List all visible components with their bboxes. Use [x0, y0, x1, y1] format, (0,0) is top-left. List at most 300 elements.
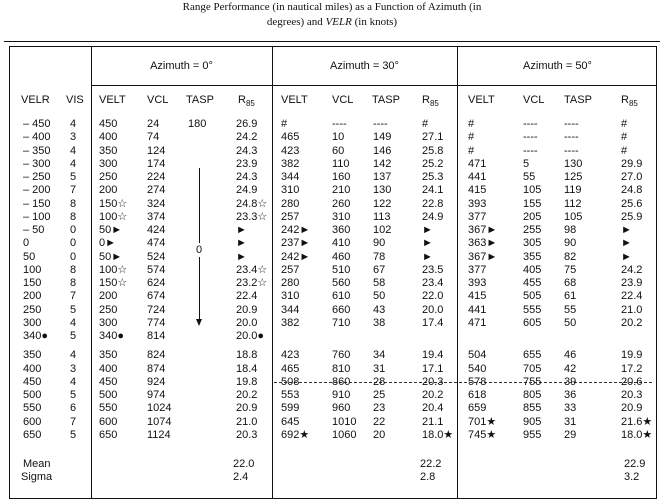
cell-az0-vcl: 224 [147, 171, 166, 183]
cell-az30-r85: 27.1 [422, 131, 444, 144]
cell-az30-tasp: 102 [373, 224, 392, 236]
cell-az0-vcl: 874 [147, 362, 166, 375]
dashed-separator [274, 382, 652, 383]
cell-az50-vcl: 205 [523, 210, 542, 223]
mean-az0: 22.0 [233, 458, 255, 470]
cell-az30-vcl: 1060 [332, 428, 357, 441]
cell-az30-tasp: 22 [373, 415, 386, 428]
cell-az30-vcl: 710 [332, 316, 351, 329]
cell-velr: – 50 [23, 224, 45, 236]
cell-az30-r85: 20.0 [422, 303, 444, 316]
cell-az30-velt: 344 [281, 171, 300, 183]
cell-az50-velt: 367► [468, 224, 498, 236]
cell-az30-r85: 25.2 [422, 157, 444, 170]
cell-az50-velt: # [468, 144, 475, 157]
cell-az0-velt: 100☆ [99, 210, 128, 223]
cell-az0-vcl: 774 [147, 316, 166, 329]
cell-az30-vcl: 360 [332, 224, 351, 236]
cell-az30-tasp: 67 [373, 263, 386, 276]
cell-az50-velt: # [468, 131, 475, 144]
cell-vis: 4 [70, 144, 77, 157]
cell-az30-tasp: 142 [373, 157, 392, 170]
cell-az30-r85: 21.1 [422, 415, 444, 428]
cell-az0-velt: 650 [99, 428, 118, 441]
cell-velr: – 250 [23, 171, 51, 183]
cell-velr: – 300 [23, 157, 51, 170]
cell-az50-vcl: 5 [523, 157, 530, 170]
header-r85-az50: $R_{85}$ [621, 94, 638, 109]
cell-az0-r85: 20.2 [236, 389, 258, 401]
cell-vis: 0 [70, 250, 77, 263]
cell-az30-r85: # [422, 118, 429, 130]
cell-az50-r85: 19.9 [621, 349, 643, 362]
cell-az50-tasp: 105 [564, 210, 583, 223]
cell-az50-tasp: 130 [564, 157, 583, 170]
cell-vis: 4 [70, 375, 77, 388]
cell-az50-tasp: 33 [564, 402, 577, 415]
cell-az50-velt: 363► [468, 237, 498, 250]
cell-az30-vcl: 310 [332, 210, 351, 223]
cell-az0-velt: 450 [99, 375, 118, 388]
cell-velr: 450 [23, 375, 42, 388]
cell-az50-r85: 17.2 [621, 362, 643, 375]
cell-az0-r85: 18.8 [236, 349, 258, 362]
cell-az30-r85: 24.9 [422, 210, 444, 223]
header-velt-az0: VELT [99, 94, 126, 106]
cell-az0-vcl: 624 [147, 277, 166, 289]
cell-az0-vcl: 674 [147, 290, 166, 303]
cell-az0-vcl: 1024 [147, 402, 172, 415]
group-header-az30: Azimuth = 30° [330, 60, 399, 72]
cell-az30-tasp: 43 [373, 303, 386, 316]
cell-az30-vcl: 960 [332, 402, 351, 415]
cell-vis: 7 [70, 290, 77, 303]
cell-az50-velt: 471 [468, 157, 487, 170]
divider-az0-az30 [272, 47, 273, 498]
cell-az0-velt: 350 [99, 144, 118, 157]
cell-az50-velt: 367► [468, 250, 498, 263]
cell-az0-r85: ► [236, 237, 247, 250]
cell-az30-velt: 257 [281, 210, 300, 223]
cell-az0-vcl: 824 [147, 349, 166, 362]
sigma-az50: 3.2 [624, 471, 640, 483]
cell-az50-vcl: 405 [523, 263, 542, 276]
cell-az30-vcl: 560 [332, 277, 351, 289]
cell-az30-r85: 20.2 [422, 389, 444, 401]
cell-az30-velt: 508 [281, 375, 300, 388]
cell-az50-velt: 618 [468, 389, 487, 401]
cell-velr: 550 [23, 402, 42, 415]
cell-az50-r85: 18.0★ [621, 428, 653, 441]
cell-az0-velt: 200 [99, 184, 118, 197]
caption-velr: VELR [325, 16, 352, 28]
cell-az50-tasp: 42 [564, 362, 577, 375]
tasp-az0-value: 180 [188, 118, 207, 130]
cell-az50-velt: 441 [468, 303, 487, 316]
cell-az30-vcl: 1010 [332, 415, 357, 428]
cell-az30-velt: 242► [281, 250, 311, 263]
cell-az50-velt: 377 [468, 263, 487, 276]
cell-az50-velt: # [468, 118, 475, 130]
cell-az30-tasp: 34 [373, 349, 386, 362]
cell-az0-r85: 20.3 [236, 428, 258, 441]
cell-az30-r85: ► [422, 224, 433, 236]
cell-az50-tasp: 61 [564, 290, 577, 303]
cell-az50-r85: 23.9 [621, 277, 643, 289]
cell-az0-r85: 23.2☆ [236, 277, 268, 289]
cell-az30-r85: 18.0★ [422, 428, 454, 441]
cell-az50-r85: # [621, 144, 628, 157]
cell-az30-tasp: 149 [373, 131, 392, 144]
cell-az50-r85: 29.9 [621, 157, 643, 170]
cell-az30-vcl: 10 [332, 131, 345, 144]
cell-az0-velt: 250 [99, 303, 118, 316]
cell-az30-vcl: 210 [332, 184, 351, 197]
cell-az0-vcl: 814 [147, 330, 166, 342]
cell-az50-tasp: 50 [564, 316, 577, 329]
cell-az30-velt: 310 [281, 184, 300, 197]
cell-velr: 250 [23, 303, 42, 316]
cell-az30-tasp: 20 [373, 428, 386, 441]
cell-az30-vcl: 660 [332, 303, 351, 316]
cell-az30-velt: 692★ [281, 428, 310, 441]
cell-az30-velt: 310 [281, 290, 300, 303]
cell-az50-vcl: 305 [523, 237, 542, 250]
cell-az0-r85: 24.3 [236, 171, 258, 183]
cell-az0-r85: 26.9 [236, 118, 258, 130]
cell-az0-velt: 300 [99, 316, 118, 329]
cell-az50-tasp: ---- [564, 131, 579, 144]
cell-az0-velt: 600 [99, 415, 118, 428]
cell-az50-tasp: 75 [564, 263, 577, 276]
header-r85-az30: $R_{85}$ [422, 94, 439, 109]
cell-az30-tasp: 23 [373, 402, 386, 415]
cell-velr: – 400 [23, 131, 51, 144]
mean-label: Mean [23, 458, 51, 470]
cell-az30-velt: 257 [281, 263, 300, 276]
cell-az30-vcl: 910 [332, 389, 351, 401]
header-vcl-az50: VCL [523, 94, 545, 106]
cell-velr: 350 [23, 349, 42, 362]
cell-az0-r85: 24.2 [236, 131, 258, 144]
cell-az30-r85: ► [422, 250, 433, 263]
cell-vis: 5 [70, 171, 77, 183]
cell-az50-tasp: 46 [564, 349, 577, 362]
cell-az0-r85: 24.3 [236, 144, 258, 157]
cell-az50-velt: 540 [468, 362, 487, 375]
cell-velr: 650 [23, 428, 42, 441]
cell-vis: 0 [70, 224, 77, 236]
cell-az50-r85: 27.0 [621, 171, 643, 183]
cell-az30-tasp: 122 [373, 197, 392, 210]
cell-az0-velt: 50► [99, 250, 123, 263]
cell-az30-tasp: 58 [373, 277, 386, 289]
cell-az30-velt: 645 [281, 415, 300, 428]
mean-az30: 22.2 [420, 458, 442, 470]
cell-az50-vcl: 755 [523, 375, 542, 388]
table-caption [0, 0, 664, 30]
cell-az50-vcl: 705 [523, 362, 542, 375]
group-header-rule [91, 85, 656, 86]
arrow-down-icon [196, 319, 202, 326]
cell-az0-vcl: 1074 [147, 415, 172, 428]
cell-az0-r85: 20.0● [236, 330, 265, 342]
cell-az0-vcl: 574 [147, 263, 166, 276]
header-tasp-az30: TASP [372, 94, 400, 106]
cell-az0-vcl: 124 [147, 144, 166, 157]
cell-az50-tasp: 125 [564, 171, 583, 183]
cell-az0-vcl: 374 [147, 210, 166, 223]
cell-az0-velt: 50► [99, 224, 123, 236]
cell-az50-vcl: 55 [523, 171, 536, 183]
cell-velr: 600 [23, 415, 42, 428]
cell-az30-tasp: 25 [373, 389, 386, 401]
cell-az50-r85: 25.9 [621, 210, 643, 223]
cell-az0-vcl: 924 [147, 375, 166, 388]
cell-az50-r85: 21.0 [621, 303, 643, 316]
range-performance-table [9, 46, 657, 499]
cell-az0-velt: 450 [99, 118, 118, 130]
cell-vis: 4 [70, 349, 77, 362]
cell-az30-r85: 25.3 [422, 171, 444, 183]
cell-vis: 5 [70, 428, 77, 441]
cell-az30-velt: # [281, 118, 288, 130]
cell-az0-vcl: 424 [147, 224, 166, 236]
cell-az50-velt: 701★ [468, 415, 497, 428]
cell-az30-tasp: 146 [373, 144, 392, 157]
header-velt-az50: VELT [468, 94, 495, 106]
cell-az50-velt: 504 [468, 349, 487, 362]
group-header-az0: Azimuth = 0° [150, 60, 213, 72]
cell-velr: 200 [23, 290, 42, 303]
cell-az30-r85: 19.4 [422, 349, 444, 362]
sigma-az0: 2.4 [233, 471, 249, 483]
cell-vis: 3 [70, 131, 77, 144]
cell-velr: – 450 [23, 118, 51, 130]
cell-velr: – 150 [23, 197, 51, 210]
cell-az50-vcl: ---- [523, 144, 538, 157]
cell-az50-tasp: ---- [564, 144, 579, 157]
cell-vis: 4 [70, 316, 77, 329]
cell-az50-velt: 393 [468, 277, 487, 289]
cell-az50-velt: 393 [468, 197, 487, 210]
header-velt-az30: VELT [281, 94, 308, 106]
cell-az50-r85: 24.8 [621, 184, 643, 197]
cell-az0-r85: 23.3☆ [236, 210, 268, 223]
cell-az0-r85: 23.9 [236, 157, 258, 170]
cell-az30-r85: 22.0 [422, 290, 444, 303]
cell-az50-vcl: ---- [523, 118, 538, 130]
cell-az50-tasp: 112 [564, 197, 582, 210]
group-header-az50: Azimuth = 50° [523, 60, 592, 72]
cell-az30-vcl: 810 [332, 362, 351, 375]
cell-az0-velt: 0► [99, 237, 117, 250]
cell-az0-velt: 300 [99, 157, 118, 170]
cell-az50-tasp: 36 [564, 389, 577, 401]
cell-az30-vcl: 760 [332, 349, 351, 362]
cell-az50-velt: 471 [468, 316, 487, 329]
cell-az30-tasp: ---- [373, 118, 388, 130]
cell-az50-r85: ► [621, 237, 632, 250]
cell-az30-velt: 280 [281, 197, 300, 210]
cell-vis: 4 [70, 118, 77, 130]
cell-az0-velt: 500 [99, 389, 118, 401]
cell-az30-vcl: ---- [332, 118, 347, 130]
cell-vis: 5 [70, 303, 77, 316]
cell-vis: 3 [70, 362, 77, 375]
cell-az50-velt: 441 [468, 171, 487, 183]
cell-az50-r85: 25.6 [621, 197, 643, 210]
cell-az0-velt: 250 [99, 171, 118, 183]
cell-az50-r85: 20.6 [621, 375, 643, 388]
cell-az30-tasp: 130 [373, 184, 392, 197]
cell-az30-velt: 382 [281, 157, 300, 170]
cell-az0-vcl: 324 [147, 197, 166, 210]
cell-az50-tasp: 90 [564, 237, 577, 250]
cell-az30-velt: 465 [281, 131, 300, 144]
cell-az0-velt: 200 [99, 290, 118, 303]
cell-az50-tasp: 119 [564, 184, 582, 197]
cell-az30-vcl: 460 [332, 250, 351, 263]
cell-az50-r85: # [621, 131, 628, 144]
cell-az50-vcl: 355 [523, 250, 542, 263]
cell-az50-tasp: ---- [564, 118, 579, 130]
cell-az30-vcl: 160 [332, 171, 351, 183]
cell-az30-r85: 23.5 [422, 263, 444, 276]
caption-line-2: degrees) and VELR (in knots) [266, 16, 398, 28]
cell-az0-vcl: 74 [147, 131, 160, 144]
cell-az0-r85: 18.4 [236, 362, 258, 375]
cell-az0-vcl: 174 [147, 157, 166, 170]
cell-az30-velt: 280 [281, 277, 300, 289]
cell-az50-vcl: 655 [523, 349, 542, 362]
header-velr: VELR [21, 94, 50, 106]
cell-az30-velt: 423 [281, 144, 300, 157]
cell-az30-tasp: 50 [373, 290, 386, 303]
cell-velr: 500 [23, 389, 42, 401]
cell-az0-r85: ► [236, 224, 247, 236]
cell-az30-vcl: 60 [332, 144, 345, 157]
cell-az0-velt: 150☆ [99, 197, 128, 210]
cell-velr: – 200 [23, 184, 51, 197]
cell-az30-r85: 20.3 [422, 375, 444, 388]
cell-velr: 400 [23, 362, 42, 375]
cell-az30-r85: 25.8 [422, 144, 444, 157]
cell-az50-velt: 415 [468, 290, 487, 303]
cell-az50-tasp: 39 [564, 375, 577, 388]
cell-az30-velt: 423 [281, 349, 300, 362]
cell-az50-vcl: 555 [523, 303, 542, 316]
cell-az30-tasp: 90 [373, 237, 386, 250]
cell-az30-vcl: 860 [332, 375, 351, 388]
cell-az30-vcl: 510 [332, 263, 351, 276]
cell-az30-velt: 382 [281, 316, 300, 329]
cell-az0-r85: 24.9 [236, 184, 258, 197]
cell-az30-velt: 237► [281, 237, 311, 250]
cell-az50-vcl: 605 [523, 316, 542, 329]
cell-az0-velt: 400 [99, 362, 118, 375]
cell-az50-vcl: 905 [523, 415, 542, 428]
cell-az30-tasp: 113 [373, 210, 391, 223]
cell-az50-velt: 659 [468, 402, 487, 415]
cell-az0-r85: 23.4☆ [236, 263, 268, 276]
cell-az0-velt: 340● [99, 330, 124, 342]
cell-az0-r85: 20.9 [236, 303, 258, 316]
cell-az50-tasp: 31 [564, 415, 577, 428]
cell-vis: 6 [70, 402, 77, 415]
cell-az30-r85: 22.8 [422, 197, 444, 210]
cell-vis: 0 [70, 237, 77, 250]
cell-az30-r85: 17.4 [422, 316, 444, 329]
cell-az0-vcl: 274 [147, 184, 166, 197]
cell-az0-vcl: 524 [147, 250, 166, 263]
cell-velr: 0 [23, 237, 30, 250]
cell-az50-vcl: 255 [523, 224, 542, 236]
cell-az50-r85: 22.4 [621, 290, 643, 303]
cell-az30-tasp: 38 [373, 316, 386, 329]
header-vcl-az0: VCL [147, 94, 169, 106]
cell-az0-velt: 550 [99, 402, 118, 415]
sigma-az30: 2.8 [420, 471, 436, 483]
cell-vis: 8 [70, 277, 77, 289]
top-rule [4, 41, 660, 42]
cell-az50-vcl: 805 [523, 389, 542, 401]
cell-az50-velt: 415 [468, 184, 487, 197]
cell-az0-r85: 20.0 [236, 316, 258, 329]
cell-vis: 8 [70, 263, 77, 276]
cell-az50-r85: ► [621, 250, 632, 263]
cell-az30-tasp: 78 [373, 250, 386, 263]
cell-az30-velt: 344 [281, 303, 300, 316]
cell-az30-vcl: 260 [332, 197, 351, 210]
cell-az50-vcl: 455 [523, 277, 542, 289]
header-tasp-az50: TASP [564, 94, 592, 106]
cell-az50-velt: 377 [468, 210, 487, 223]
cell-az50-r85: 21.6★ [621, 415, 653, 428]
cell-az50-vcl: 855 [523, 402, 542, 415]
cell-velr: 300 [23, 316, 42, 329]
cell-az50-vcl: 155 [523, 197, 542, 210]
cell-az30-tasp: 137 [373, 171, 392, 183]
header-vis: VIS [66, 94, 84, 106]
cell-az30-vcl: 110 [332, 157, 350, 170]
cell-az0-r85: 24.8☆ [236, 197, 268, 210]
cell-az0-velt: 400 [99, 131, 118, 144]
cell-az50-r85: # [621, 118, 628, 130]
cell-velr: 150 [23, 277, 42, 289]
tasp-az0-zero: 0 [196, 244, 203, 256]
cell-vis: 8 [70, 210, 77, 223]
cell-az30-velt: 599 [281, 402, 300, 415]
cell-az50-tasp: 68 [564, 277, 577, 289]
divider-az30-az50 [457, 47, 458, 498]
cell-az0-velt: 350 [99, 349, 118, 362]
cell-az30-r85: 20.4 [422, 402, 444, 415]
cell-velr: – 100 [23, 210, 51, 223]
divider-velr-az0 [91, 47, 92, 498]
cell-az50-r85: 20.9 [621, 402, 643, 415]
cell-vis: 7 [70, 415, 77, 428]
cell-az30-tasp: 28 [373, 375, 386, 388]
cell-velr: 50 [23, 250, 36, 263]
cell-az0-r85: 22.4 [236, 290, 258, 303]
cell-az50-velt: 745★ [468, 428, 497, 441]
cell-vis: 5 [70, 389, 77, 401]
cell-az50-r85: 20.3 [621, 389, 643, 401]
cell-az50-tasp: 29 [564, 428, 577, 441]
cell-vis: 5 [70, 330, 77, 342]
cell-az50-vcl: ---- [523, 131, 538, 144]
